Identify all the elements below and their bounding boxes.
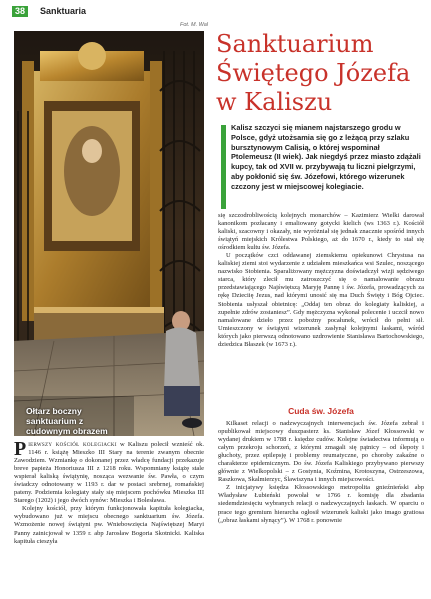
paragraph-text: w Kaliszu polecił wznieść ok. 1146 r. książę Mieszko III Stary na terenie zwanym obecnie Zawodziem. Wzmiankę o dokonanej przez władcę fundacji przekazuje breve papieża Honoriusza III z 1218 roku. Wspomniany książę stale wspierał kaliską świątynię, nosząca wezwanie św. Pawła, o czym świadczy odnotowany w 1193 r. dar w postaci srebrnej, romańskiej pateny. Podziemia kolegiaty stały się miejscem pochówku Mieszka III Starego (1202) i jego dwóch synów: Mieszka i Bolesława.: [14, 441, 204, 505]
photo-credit: Fot. M. Wal: [180, 22, 209, 28]
body-paragraph: U początków czci oddawanej ziemskiemu opiekunowi Chrystusa na kaliskiej ziemi stoi wydarzenie z udziałem mieszkańca wsi Szulec, noszącego nazwisko Stobienia. Sparaliżowany mężczyzna doświadczył wizji sędziwego starca, który zlecił mu zatroszczyć się o namalowanie obrazu przedstawiającego Najświętszą Maryję Pannę i św. Józefa, prowadzących za rękę Dzieciię Jezus, nad którymi unosić się ma Duch Święty i Bóg Ojciec. Stobienia usłyszał obietnicę: „Oddaj ten obraz do kolegiaty kaliskiej, a zupełnie zdrów zostaniesz”. Gdy mężczyzna wykonał polecenie i uczcił nowo namalowane dzieło przez pobożny pocałunek, wrócił do pełni sił. Umieszczony w świątyni wizerunek zasłynął kolejnymi łaskami, wśród których jako pierwszą odnotowano uzdrowienie Stanisława Bartochowskiego, dziedzica Błaszek (w 1673 r.).: [218, 252, 424, 348]
title-line-2: Świętego Józefa: [216, 59, 411, 87]
page-header: [0, 0, 431, 18]
body-column-left: [14, 438, 204, 546]
section-name: Sanktuaria: [40, 6, 87, 16]
body-paragraph: Kilkaset relacji o nadzwyczajnych interwencjach św. Józefa zebrał i opublikował miejscowy duszpasterz ks. Stanisław Józef Kłossowski w wydanej drukiem w 1788 r. księdze cudów. Kolejne świadectwa informują o całym przekroju schorzeń, z którymi zmagali się pątnicy – od ślepoty i głuchoty, przez epilepsję i problemy reumatyczne, po choroby zakaźne o charakterze epidemicznym. Do św. Józefa Kaliskiego przybywano pierwszy głównie z Wielkopolski – z Gostynia, Koźmina, Krotoszyna, Ostrzeszowa, Raszkowa, Skalmierzyc, Ślawiszyna i innych miejscowości.: [218, 420, 424, 484]
body-column-right-top: [218, 212, 424, 349]
body-paragraph: [14, 438, 204, 505]
altar-photo-illustration: [14, 31, 204, 436]
body-paragraph: się szczodrobliwością kolejnych monarchów – Kazimierz Wielki darował kanonikom pozłacany i emaliowany gotycki kielich (ws 1363 r.). Kościół kaliski, szacowny i okazały, nie wyróżniał się jednak znacznie spośród innych świątyń miejskich Królestwa Polskiego, aż do 1670 r., kiedy to stał się ośrodkiem kultu św. Józefa.: [218, 212, 424, 252]
title-line-3: w Kaliszu: [216, 88, 333, 116]
photo-caption: Ołtarz boczny sanktuarium z cudownym obrazem: [26, 406, 108, 436]
section-subheading: Cuda św. Józefa: [288, 406, 354, 416]
article-title: [216, 30, 422, 117]
body-paragraph: Kolejny kościół, przy którym funkcjonowała kapituła kolegiacka, wybudowano już w miejscu obecnego sanktuarium św. Józefa. Wzmożenie nowej świątyni pw. Wniebowzięcia Najświętszej Maryi Panny zainicjował w 1359 r. abp Jarosław Bogoria Skotnicki. Kaliska kapituła cieszyła: [14, 505, 204, 545]
body-paragraph: Z inicjatywy księdza Kłossowskiego metropolita gnieźnieński abp Władysław Łubieński powołał w 1766 r. komisję dla zbadania siedemdziesięciu wybranych relacji o nadzwyczajnych łaskach. W oparciu o prace tego gremium hierarcha ogłosił wizerunek kaliski jako imago gratiosa („obraz łaskami słynący”). W 1768 r. ponownie: [218, 484, 424, 524]
drop-cap: P: [14, 438, 27, 460]
lead-accent-bar: [221, 125, 226, 209]
altar-photo: [14, 31, 204, 436]
body-column-right-bottom: [218, 420, 424, 525]
lead-paragraph: Kalisz szczyci się mianem najstarszego grodu w Polsce, gdyż utożsamia się go z leżącą przy szlaku bursztynowym Calisią, o której wspominał Ptolemeusz (II wiek). Jak niegdyś przez miasto zdążali kupcy, tak od XVII w. przybywają tu liczni pielgrzymi, aby pokłonić się św. Józefowi, którego wizerunek czczony jest w miejscowej kolegiacie.: [231, 123, 421, 191]
lead-in-caps: ierwszy kościół kolegiacki: [28, 441, 117, 448]
title-line-1: Sanktuarium: [216, 30, 374, 58]
page-number: 38: [12, 6, 28, 17]
